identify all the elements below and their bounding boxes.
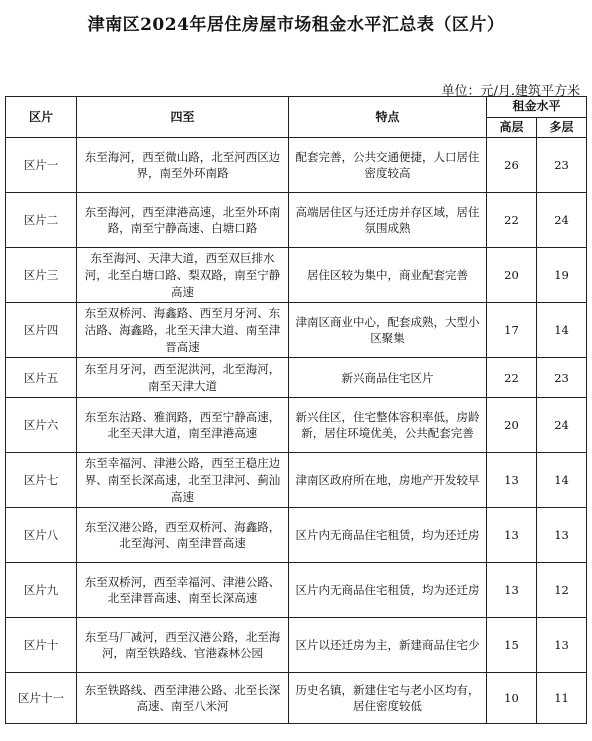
high-rent-cell: 20 — [487, 248, 537, 303]
zone-cell: 区片三 — [6, 248, 77, 303]
header-rent: 租金水平 — [487, 97, 587, 118]
multi-rent-cell: 23 — [537, 358, 587, 398]
bounds-cell: 东至海河，西至津港高速，北至外环南路，南至宁静高速、白塘口路 — [77, 193, 289, 248]
table-row — [6, 193, 587, 248]
unit-label: 单位：元/月.建筑平方米 — [441, 84, 580, 99]
zone-cell: 区片六 — [6, 398, 77, 453]
bounds-cell: 东至汉港公路，西至双桥河、海鑫路，北至海河、南至津晋高速 — [77, 508, 289, 563]
high-rent-cell: 26 — [487, 138, 537, 193]
high-rent-cell: 22 — [487, 193, 537, 248]
high-rent-cell: 17 — [487, 303, 537, 358]
zone-cell: 区片五 — [6, 358, 77, 398]
table-row — [6, 618, 587, 673]
multi-rent-cell: 13 — [537, 618, 587, 673]
bounds-cell: 东至月牙河，西至泥洪河，北至海河，南至天津大道 — [77, 358, 289, 398]
zone-cell: 区片十一 — [6, 673, 77, 724]
features-cell: 新兴住区，住宅整体容积率低，房龄新，居住环境优美，公共配套完善 — [289, 398, 487, 453]
table-row — [6, 673, 587, 724]
features-cell: 配套完善，公共交通便捷，人口居住密度较高 — [289, 138, 487, 193]
features-cell: 津南区政府所在地，房地产开发较早 — [289, 453, 487, 508]
table-row — [6, 248, 587, 303]
high-rent-cell: 13 — [487, 453, 537, 508]
features-cell: 区片内无商品住宅租赁，均为还迁房 — [289, 508, 487, 563]
features-cell: 津南区商业中心，配套成熟，大型小区聚集 — [289, 303, 487, 358]
rent-table — [5, 96, 587, 724]
bounds-cell: 东至双桥河、海鑫路、西至月牙河、东沽路、海鑫路，北至天津大道、南至津晋高速 — [77, 303, 289, 358]
zone-cell: 区片九 — [6, 563, 77, 618]
features-cell: 居住区较为集中，商业配套完善 — [289, 248, 487, 303]
bounds-cell: 东至铁路线、西至津港公路、北至长深高速、南至八米河 — [77, 673, 289, 724]
table-row — [6, 563, 587, 618]
bounds-cell: 东至海河、天津大道，西至双巨排水河，北至白塘口路、梨双路，南至宁静高速 — [77, 248, 289, 303]
multi-rent-cell: 19 — [537, 248, 587, 303]
table-body — [6, 138, 587, 724]
features-cell: 历史名镇，新建住宅与老小区均有，居住密度较低 — [289, 673, 487, 724]
header-bounds: 四至 — [77, 97, 289, 138]
features-cell: 区片以还迁房为主，新建商品住宅少 — [289, 618, 487, 673]
high-rent-cell: 13 — [487, 508, 537, 563]
zone-cell: 区片四 — [6, 303, 77, 358]
bounds-cell: 东至幸福河、津港公路，西至王稳庄边界、南至长深高速，北至卫津河、蓟汕高速 — [77, 453, 289, 508]
zone-cell: 区片二 — [6, 193, 77, 248]
high-rent-cell: 10 — [487, 673, 537, 724]
table-row — [6, 508, 587, 563]
table-row — [6, 453, 587, 508]
multi-rent-cell: 14 — [537, 453, 587, 508]
high-rent-cell: 20 — [487, 398, 537, 453]
multi-rent-cell: 12 — [537, 563, 587, 618]
features-cell: 高端居住区与还迁房并存区域，居住氛围成熟 — [289, 193, 487, 248]
multi-rent-cell: 13 — [537, 508, 587, 563]
header-zone: 区片 — [6, 97, 77, 138]
zone-cell: 区片八 — [6, 508, 77, 563]
multi-rent-cell: 24 — [537, 193, 587, 248]
zone-cell: 区片一 — [6, 138, 77, 193]
multi-rent-cell: 11 — [537, 673, 587, 724]
multi-rent-cell: 23 — [537, 138, 587, 193]
features-cell: 区片内无商品住宅租赁，均为还迁房 — [289, 563, 487, 618]
multi-rent-cell: 24 — [537, 398, 587, 453]
header-high: 高层 — [487, 118, 537, 138]
bounds-cell: 东至东沽路、雅润路，西至宁静高速，北至天津大道，南至津港高速 — [77, 398, 289, 453]
zone-cell: 区片十 — [6, 618, 77, 673]
multi-rent-cell: 14 — [537, 303, 587, 358]
table-row — [6, 303, 587, 358]
header-multi: 多层 — [537, 118, 587, 138]
high-rent-cell: 15 — [487, 618, 537, 673]
table-row — [6, 398, 587, 453]
table-row — [6, 358, 587, 398]
features-cell: 新兴商品住宅区片 — [289, 358, 487, 398]
table-row — [6, 138, 587, 193]
zone-cell: 区片七 — [6, 453, 77, 508]
page-title: 津南区2024年居住房屋市场租金水平汇总表（区片） — [87, 15, 505, 35]
high-rent-cell: 22 — [487, 358, 537, 398]
bounds-cell: 东至马厂减河，西至汉港公路，北至海河，南至铁路线、官港森林公园 — [77, 618, 289, 673]
high-rent-cell: 13 — [487, 563, 537, 618]
bounds-cell: 东至双桥河，西至幸福河、津港公路、北至津晋高速、南至长深高速 — [77, 563, 289, 618]
header-features: 特点 — [289, 97, 487, 138]
bounds-cell: 东至海河，西至微山路，北至河西区边界，南至外环南路 — [77, 138, 289, 193]
